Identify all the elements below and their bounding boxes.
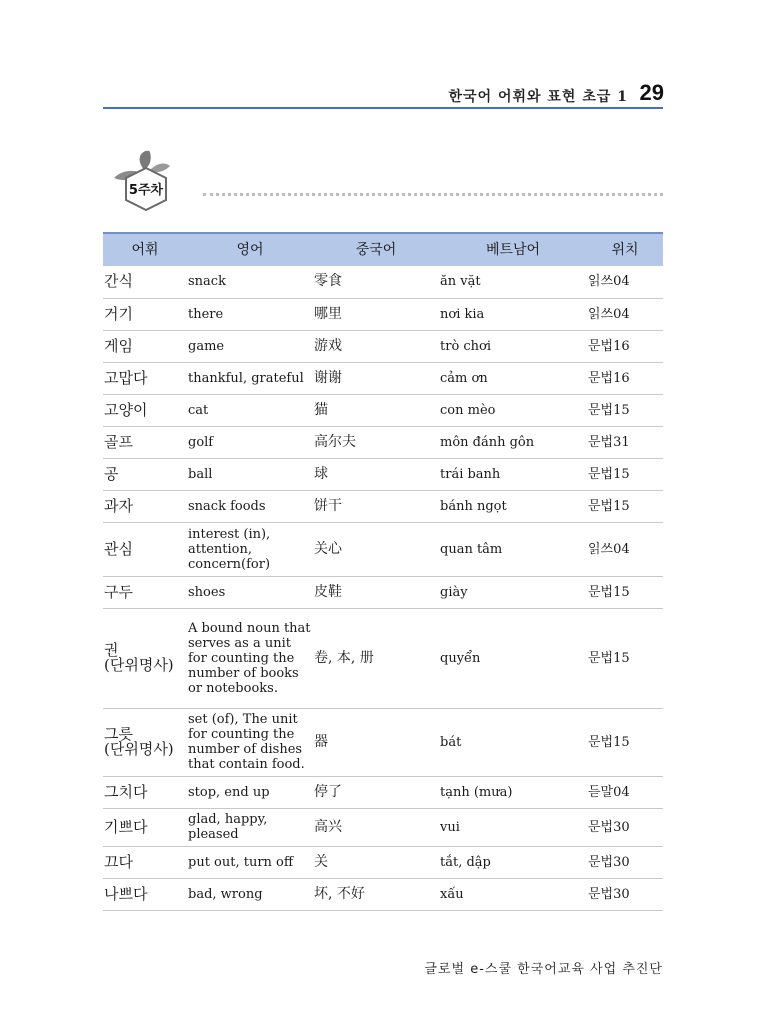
vietnamese-cell: tạnh (mưa) [439,776,587,808]
chinese-cell: 游戏 [313,330,439,362]
location-cell: 문법30 [587,808,663,846]
footer-text: 글로벌 e-스쿨 한국어교육 사업 추진단 [424,962,663,977]
page-number: 29 [639,80,664,105]
table-row [103,458,663,490]
location-cell: 문법31 [587,426,663,458]
vocab-cell: 그치다 [103,776,187,808]
location-cell: 문법15 [587,458,663,490]
table-row [103,846,663,878]
chinese-cell: 零食 [313,266,439,298]
chinese-cell: 停了 [313,776,439,808]
location-cell: 읽쓰04 [587,266,663,298]
english-cell: put out, turn off [187,846,313,878]
english-cell: cat [187,394,313,426]
chinese-cell: 关 [313,846,439,878]
vocab-cell: 골프 [103,426,187,458]
english-cell: bad, wrong [187,878,313,910]
table-row [103,394,663,426]
chinese-cell: 谢谢 [313,362,439,394]
vietnamese-cell: môn đánh gôn [439,426,587,458]
table-row [103,708,663,776]
col-header: 어휘 [103,233,187,266]
chinese-cell: 坏, 不好 [313,878,439,910]
english-cell: snack foods [187,490,313,522]
location-cell: 문법15 [587,708,663,776]
location-cell: 문법15 [587,576,663,608]
table-row [103,878,663,910]
vietnamese-cell: ăn vặt [439,266,587,298]
section-divider [203,193,663,196]
english-cell: golf [187,426,313,458]
vocab-cell: 고양이 [103,394,187,426]
chinese-cell: 卷, 本, 册 [313,608,439,708]
vocab-cell: 기쁘다 [103,808,187,846]
vocab-cell: 거기 [103,298,187,330]
vietnamese-cell: quan tâm [439,522,587,576]
location-cell: 문법30 [587,846,663,878]
vocab-table [103,232,663,911]
table-row [103,776,663,808]
chinese-cell: 关心 [313,522,439,576]
vocab-cell: 그릇 (단위명사) [103,708,187,776]
vietnamese-cell: bánh ngọt [439,490,587,522]
vietnamese-cell: xấu [439,878,587,910]
english-cell: thankful, grateful [187,362,313,394]
week-label: 5주차 [128,183,164,198]
vocab-cell: 고맙다 [103,362,187,394]
table-row [103,330,663,362]
table-row [103,522,663,576]
english-cell: glad, happy, pleased [187,808,313,846]
location-cell: 듣말04 [587,776,663,808]
chinese-cell: 猫 [313,394,439,426]
english-cell: game [187,330,313,362]
col-header: 베트남어 [439,233,587,266]
vocab-cell: 나쁘다 [103,878,187,910]
vietnamese-cell: trái banh [439,458,587,490]
location-cell: 문법16 [587,330,663,362]
header-title: 한국어 어휘와 표현 초급 1 [448,89,628,105]
vietnamese-cell: giày [439,576,587,608]
vietnamese-cell: bát [439,708,587,776]
location-cell: 문법15 [587,608,663,708]
vietnamese-cell: quyển [439,608,587,708]
location-cell: 문법16 [587,362,663,394]
col-header: 중국어 [313,233,439,266]
english-cell: interest (in), attention, concern(for) [187,522,313,576]
english-cell: there [187,298,313,330]
chinese-cell: 高兴 [313,808,439,846]
location-cell: 문법15 [587,394,663,426]
vocab-cell: 간식 [103,266,187,298]
table-row [103,426,663,458]
table-row [103,298,663,330]
vietnamese-cell: trò chơi [439,330,587,362]
chinese-cell: 球 [313,458,439,490]
vietnamese-cell: vui [439,808,587,846]
location-cell: 읽쓰04 [587,522,663,576]
table-row [103,266,663,298]
chinese-cell: 高尔夫 [313,426,439,458]
english-cell: set (of), The unit for counting the number of dishes that contain food. [187,708,313,776]
table-row [103,490,663,522]
table-header-row [103,233,663,266]
col-header: 위치 [587,233,663,266]
vietnamese-cell: tắt, dập [439,846,587,878]
vocab-cell: 구두 [103,576,187,608]
vocab-cell: 공 [103,458,187,490]
vocab-cell: 과자 [103,490,187,522]
location-cell: 문법15 [587,490,663,522]
table-row [103,808,663,846]
table-row [103,576,663,608]
vocab-cell: 게임 [103,330,187,362]
english-cell: stop, end up [187,776,313,808]
chinese-cell: 哪里 [313,298,439,330]
english-cell: ball [187,458,313,490]
location-cell: 문법30 [587,878,663,910]
chinese-cell: 饼干 [313,490,439,522]
chinese-cell: 皮鞋 [313,576,439,608]
vietnamese-cell: con mèo [439,394,587,426]
vietnamese-cell: nơi kia [439,298,587,330]
vietnamese-cell: cảm ơn [439,362,587,394]
chinese-cell: 器 [313,708,439,776]
vocab-cell: 관심 [103,522,187,576]
english-cell: snack [187,266,313,298]
week-badge [110,148,205,218]
vocab-cell: 권 (단위명사) [103,608,187,708]
location-cell: 읽쓰04 [587,298,663,330]
table-row [103,362,663,394]
col-header: 영어 [187,233,313,266]
english-cell: shoes [187,576,313,608]
vocab-cell: 끄다 [103,846,187,878]
header-rule [103,107,663,109]
english-cell: A bound noun that serves as a unit for counting the number of books or notebooks. [187,608,313,708]
table-row [103,608,663,708]
